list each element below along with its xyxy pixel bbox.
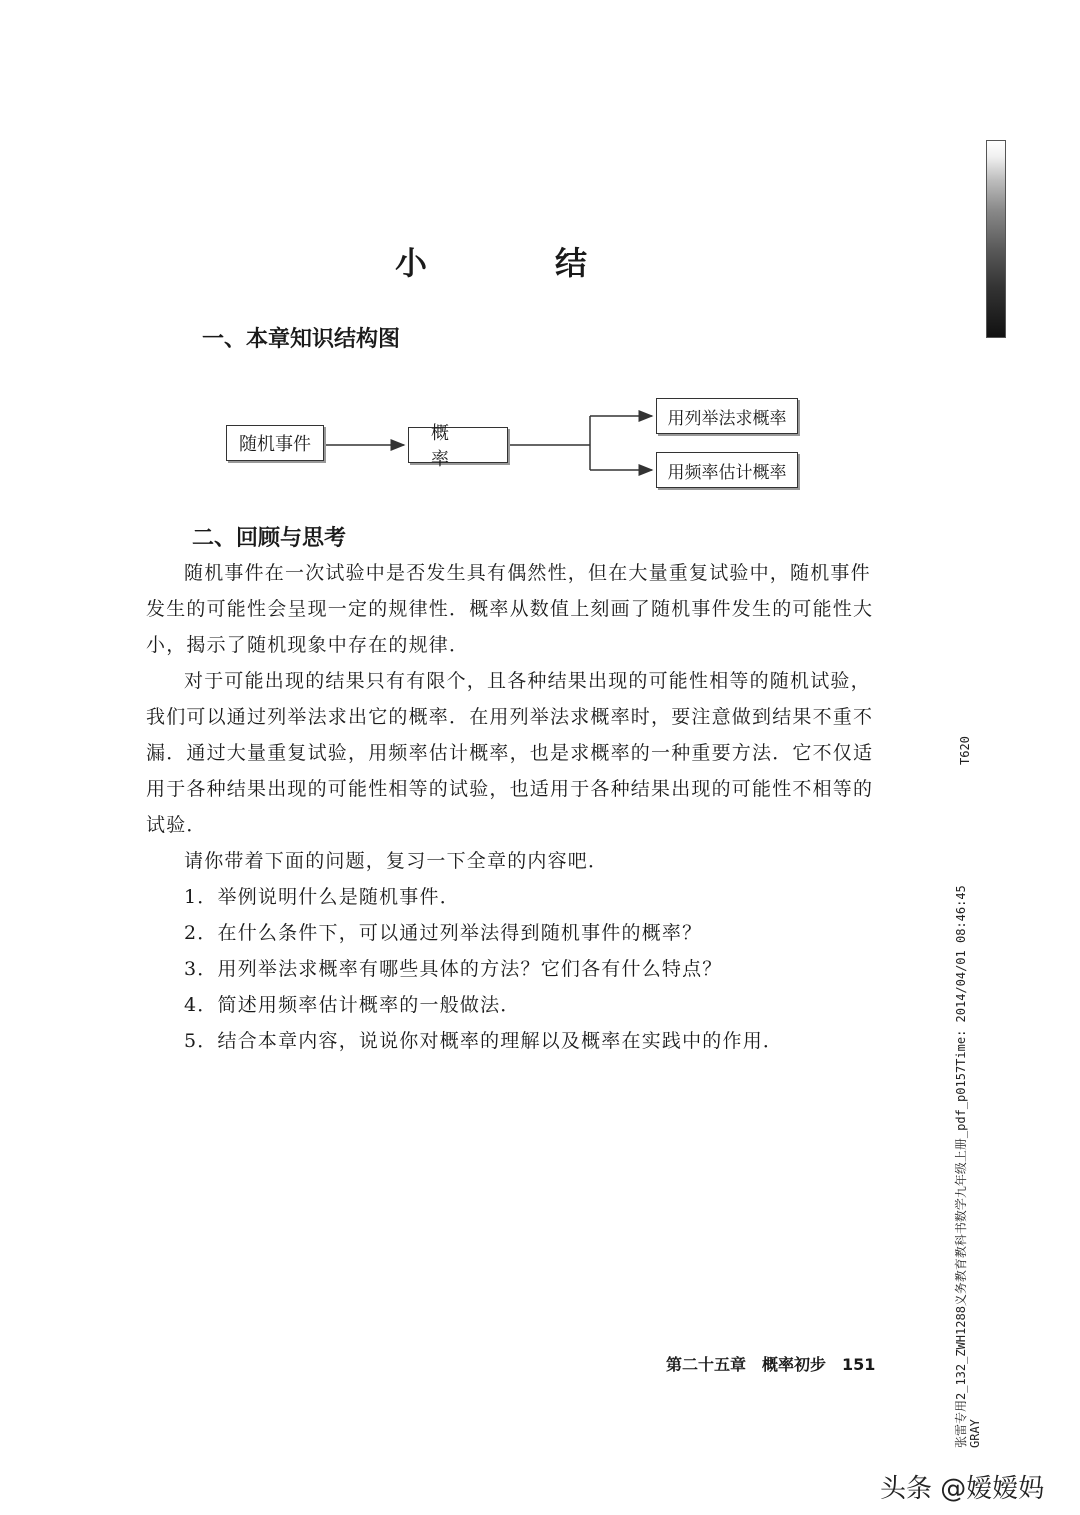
- question-item: 4．简述用频率估计概率的一般做法．: [184, 994, 521, 1016]
- question-item: 5．结合本章内容，说说你对概率的理解以及概率在实践中的作用．: [184, 1030, 784, 1052]
- question-item: 1．举例说明什么是随机事件．: [184, 886, 460, 908]
- page-title: 小 结: [394, 244, 635, 282]
- watermark: 头条 @嫒嫒妈: [880, 1474, 1045, 1504]
- gray-scale-calibration-strip: [986, 140, 1006, 338]
- diagram-box-random-event: 随机事件: [226, 425, 324, 461]
- question-list: [146, 879, 881, 1059]
- question-item: 3．用列举法求概率有哪些具体的方法？它们各有什么特点？: [184, 958, 723, 980]
- paragraph: 对于可能出现的结果只有有限个，且各种结果出现的可能性相等的随机试验，我们可以通过列举法求出它的概率．在用列举法求概率时，要注意做到结果不重不漏．通过大量重复试验，用频率估计概率，也是求概率的一种重要方法．它不仅适用于各种结果出现的可能性相等的试验，也适用于各种结果出现的可能性不相等的试验．: [146, 670, 874, 836]
- section-heading-review: 二、回顾与思考: [192, 526, 347, 551]
- diagram-box-enumeration: 用列举法求概率: [656, 398, 798, 434]
- diagram-box-frequency: 用频率估计概率: [656, 452, 798, 488]
- scan-code-label: T620: [958, 736, 972, 765]
- scan-gray-label: GRAY: [968, 1419, 982, 1448]
- paragraph: 请你带着下面的问题，复习一下全章的内容吧．: [184, 850, 609, 872]
- question-item: 2．在什么条件下，可以通过列举法得到随机事件的概率？: [184, 922, 703, 944]
- scan-info-text: 张雷专用2_132_ZWH1288义务教育教科书数学九年级上册_pdf_p0157Time: 2014/04/01 08:46:45: [954, 885, 968, 1448]
- diagram-box-probability: 概率: [408, 427, 508, 463]
- review-body: [146, 555, 881, 1059]
- paragraph: 随机事件在一次试验中是否发生具有偶然性，但在大量重复试验中，随机事件发生的可能性会呈现一定的规律性．概率从数值上刻画了随机事件发生的可能性大小，揭示了随机现象中存在的规律．: [146, 562, 874, 656]
- section-heading-structure: 一、本章知识结构图: [202, 327, 401, 352]
- page-footer: 第二十五章 概率初步 151: [666, 1355, 876, 1374]
